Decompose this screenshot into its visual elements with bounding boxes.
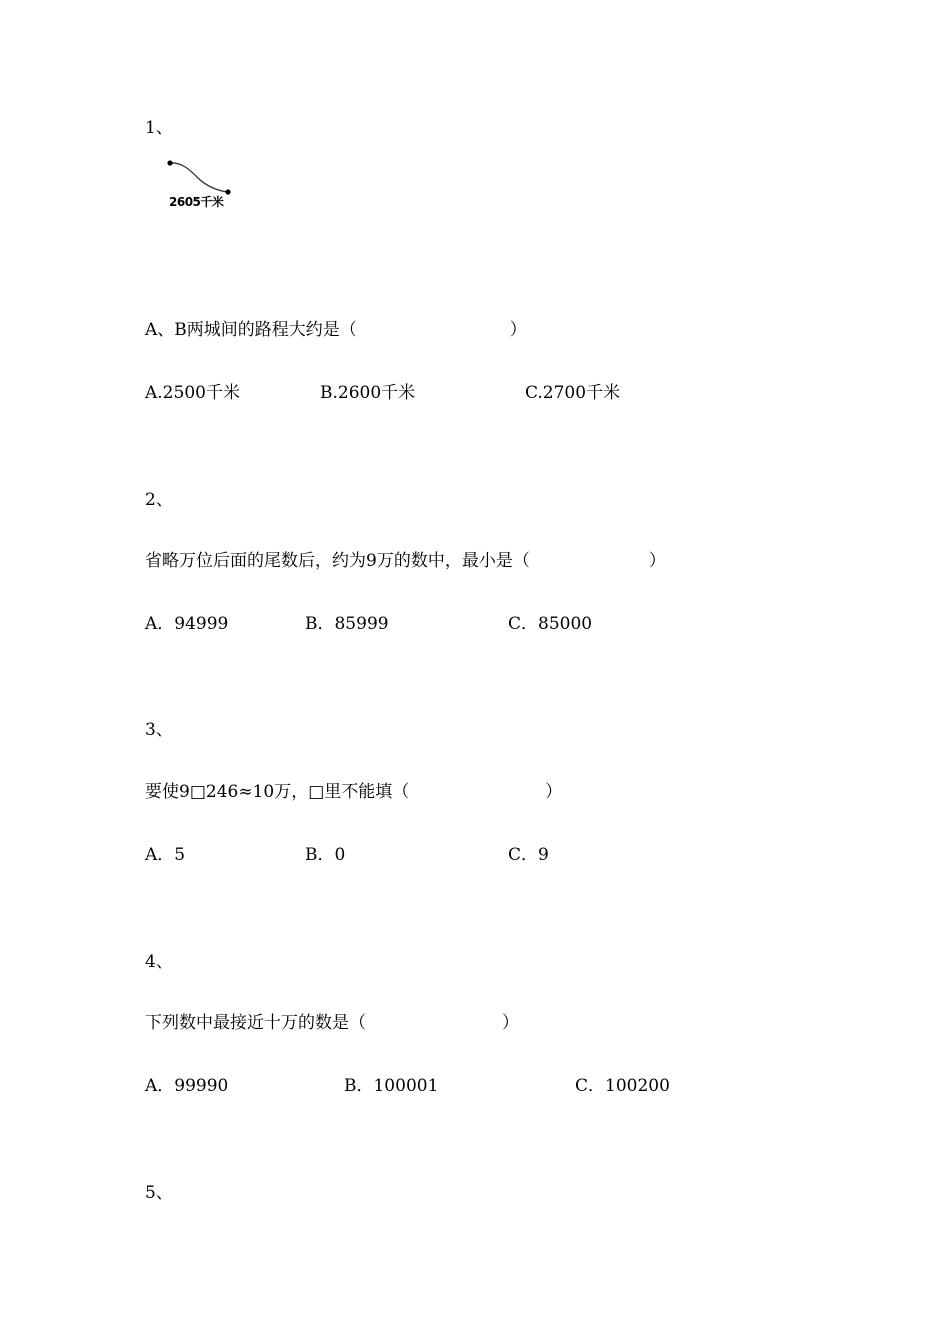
question-2-stem: 省略万位后面的尾数后，约为9万的数中，最小是（ ） bbox=[145, 551, 666, 571]
question-4-option-c: C．100200 bbox=[575, 1076, 670, 1096]
question-1-stem: A、B两城间的路程大约是（ ） bbox=[145, 320, 527, 340]
question-3-stem: 要使9□246≈10万，□里不能填（ ） bbox=[145, 782, 563, 802]
question-1-option-c: C.2700千米 bbox=[525, 383, 621, 403]
route-figure bbox=[160, 150, 240, 220]
question-5-number: 5、 bbox=[145, 1183, 173, 1203]
question-1-option-a: A.2500千米 bbox=[145, 383, 240, 403]
question-1-option-b: B.2600千米 bbox=[320, 383, 416, 403]
question-3-option-c: C．9 bbox=[508, 845, 549, 865]
question-2-option-c: C．85000 bbox=[508, 614, 593, 634]
question-3-option-b: B．0 bbox=[305, 845, 346, 865]
question-2-option-a: A．94999 bbox=[145, 614, 229, 634]
question-4-number: 4、 bbox=[145, 952, 173, 972]
question-1-number: 1、 bbox=[145, 118, 173, 138]
question-4-option-a: A．99990 bbox=[145, 1076, 229, 1096]
city-a-point bbox=[167, 160, 172, 165]
city-b-point bbox=[225, 189, 230, 194]
question-4-option-b: B．100001 bbox=[344, 1076, 439, 1096]
route-curve-icon bbox=[160, 150, 240, 200]
question-3-number: 3、 bbox=[145, 720, 173, 740]
question-4-stem: 下列数中最接近十万的数是（ ） bbox=[145, 1013, 519, 1033]
question-3-option-a: A．5 bbox=[145, 845, 186, 865]
question-2-number: 2、 bbox=[145, 490, 173, 510]
question-2-option-b: B．85999 bbox=[305, 614, 389, 634]
distance-label: 2605千米 bbox=[169, 195, 224, 209]
